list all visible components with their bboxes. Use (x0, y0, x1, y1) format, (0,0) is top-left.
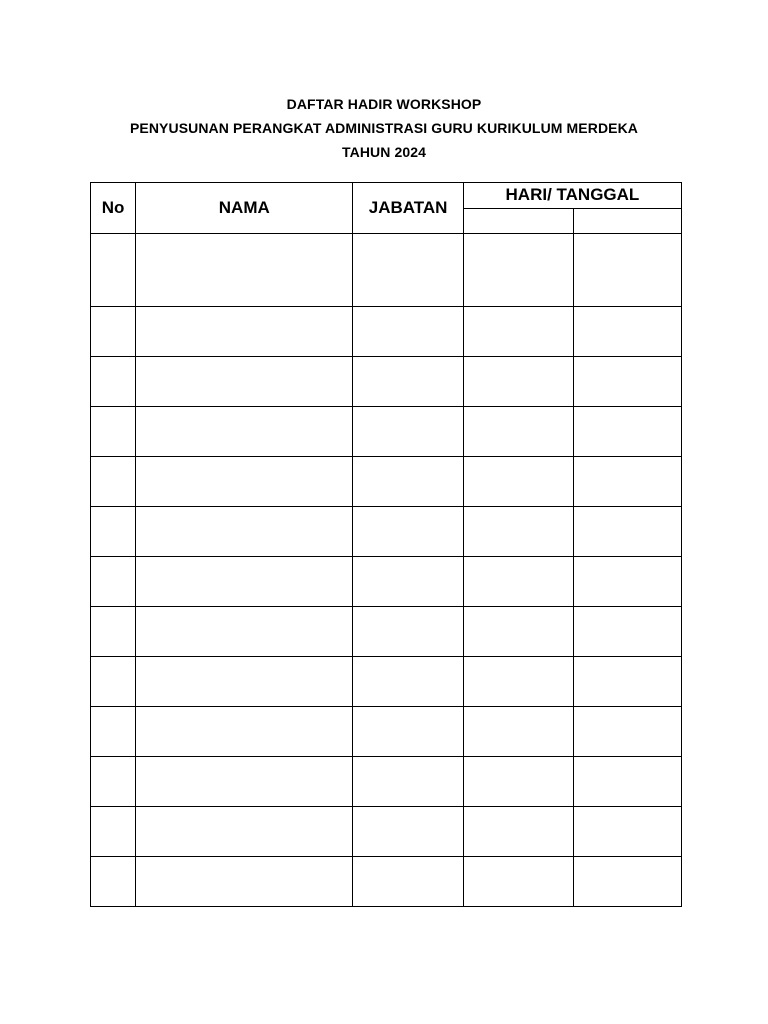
cell-day-2 (574, 457, 682, 507)
cell-nama (136, 407, 353, 457)
cell-jabatan (353, 657, 464, 707)
cell-day-2 (574, 707, 682, 757)
cell-nama (136, 807, 353, 857)
cell-day-2 (574, 757, 682, 807)
cell-nama (136, 707, 353, 757)
cell-nama (136, 607, 353, 657)
cell-no (91, 807, 136, 857)
cell-nama (136, 557, 353, 607)
document-subtitle: PENYUSUNAN PERANGKAT ADMINISTRASI GURU KURIKULUM MERDEKA (129, 120, 639, 136)
cell-day-1 (463, 857, 574, 907)
cell-no (91, 707, 136, 757)
cell-day-1 (463, 757, 574, 807)
cell-no (91, 357, 136, 407)
cell-day-1 (463, 557, 574, 607)
table-row (91, 457, 682, 507)
header-date-2 (574, 208, 682, 234)
cell-no (91, 857, 136, 907)
cell-jabatan (353, 457, 464, 507)
table-row (91, 307, 682, 357)
cell-day-2 (574, 657, 682, 707)
cell-no (91, 307, 136, 357)
document-year: TAHUN 2024 (342, 144, 426, 160)
cell-day-2 (574, 407, 682, 457)
cell-no (91, 407, 136, 457)
table-row (91, 234, 682, 307)
header-jabatan: JABATAN (353, 183, 464, 234)
table-row (91, 607, 682, 657)
cell-jabatan (353, 407, 464, 457)
table-row (91, 857, 682, 907)
cell-nama (136, 457, 353, 507)
cell-day-2 (574, 234, 682, 307)
cell-jabatan (353, 807, 464, 857)
cell-nama (136, 357, 353, 407)
cell-jabatan (353, 607, 464, 657)
cell-no (91, 757, 136, 807)
document-heading (0, 92, 768, 164)
cell-day-1 (463, 307, 574, 357)
table-row (91, 557, 682, 607)
header-date-1 (463, 208, 574, 234)
document-title: DAFTAR HADIR WORKSHOP (286, 96, 482, 112)
cell-nama (136, 507, 353, 557)
header-no: No (91, 183, 136, 234)
cell-day-2 (574, 307, 682, 357)
cell-day-1 (463, 807, 574, 857)
table-row (91, 707, 682, 757)
cell-jabatan (353, 857, 464, 907)
attendance-table-header (91, 183, 682, 234)
table-row (91, 407, 682, 457)
cell-day-1 (463, 234, 574, 307)
cell-day-1 (463, 707, 574, 757)
table-row (91, 507, 682, 557)
cell-day-1 (463, 407, 574, 457)
cell-nama (136, 234, 353, 307)
cell-day-1 (463, 607, 574, 657)
cell-jabatan (353, 757, 464, 807)
cell-jabatan (353, 507, 464, 557)
cell-jabatan (353, 234, 464, 307)
cell-no (91, 657, 136, 707)
cell-nama (136, 757, 353, 807)
cell-day-2 (574, 857, 682, 907)
header-hari-tanggal: HARI/ TANGGAL (463, 183, 681, 209)
cell-jabatan (353, 307, 464, 357)
cell-day-2 (574, 557, 682, 607)
cell-nama (136, 857, 353, 907)
table-row (91, 807, 682, 857)
cell-nama (136, 307, 353, 357)
cell-jabatan (353, 557, 464, 607)
attendance-table-body (91, 234, 682, 907)
cell-no (91, 507, 136, 557)
cell-day-2 (574, 807, 682, 857)
cell-day-1 (463, 457, 574, 507)
table-row (91, 357, 682, 407)
attendance-table (90, 182, 682, 907)
cell-day-1 (463, 357, 574, 407)
cell-day-1 (463, 507, 574, 557)
cell-day-2 (574, 357, 682, 407)
cell-nama (136, 657, 353, 707)
header-nama: NAMA (136, 183, 353, 234)
cell-day-2 (574, 507, 682, 557)
cell-no (91, 607, 136, 657)
cell-day-1 (463, 657, 574, 707)
cell-no (91, 557, 136, 607)
table-row (91, 657, 682, 707)
cell-no (91, 234, 136, 307)
cell-day-2 (574, 607, 682, 657)
cell-jabatan (353, 357, 464, 407)
table-row (91, 757, 682, 807)
cell-no (91, 457, 136, 507)
cell-jabatan (353, 707, 464, 757)
